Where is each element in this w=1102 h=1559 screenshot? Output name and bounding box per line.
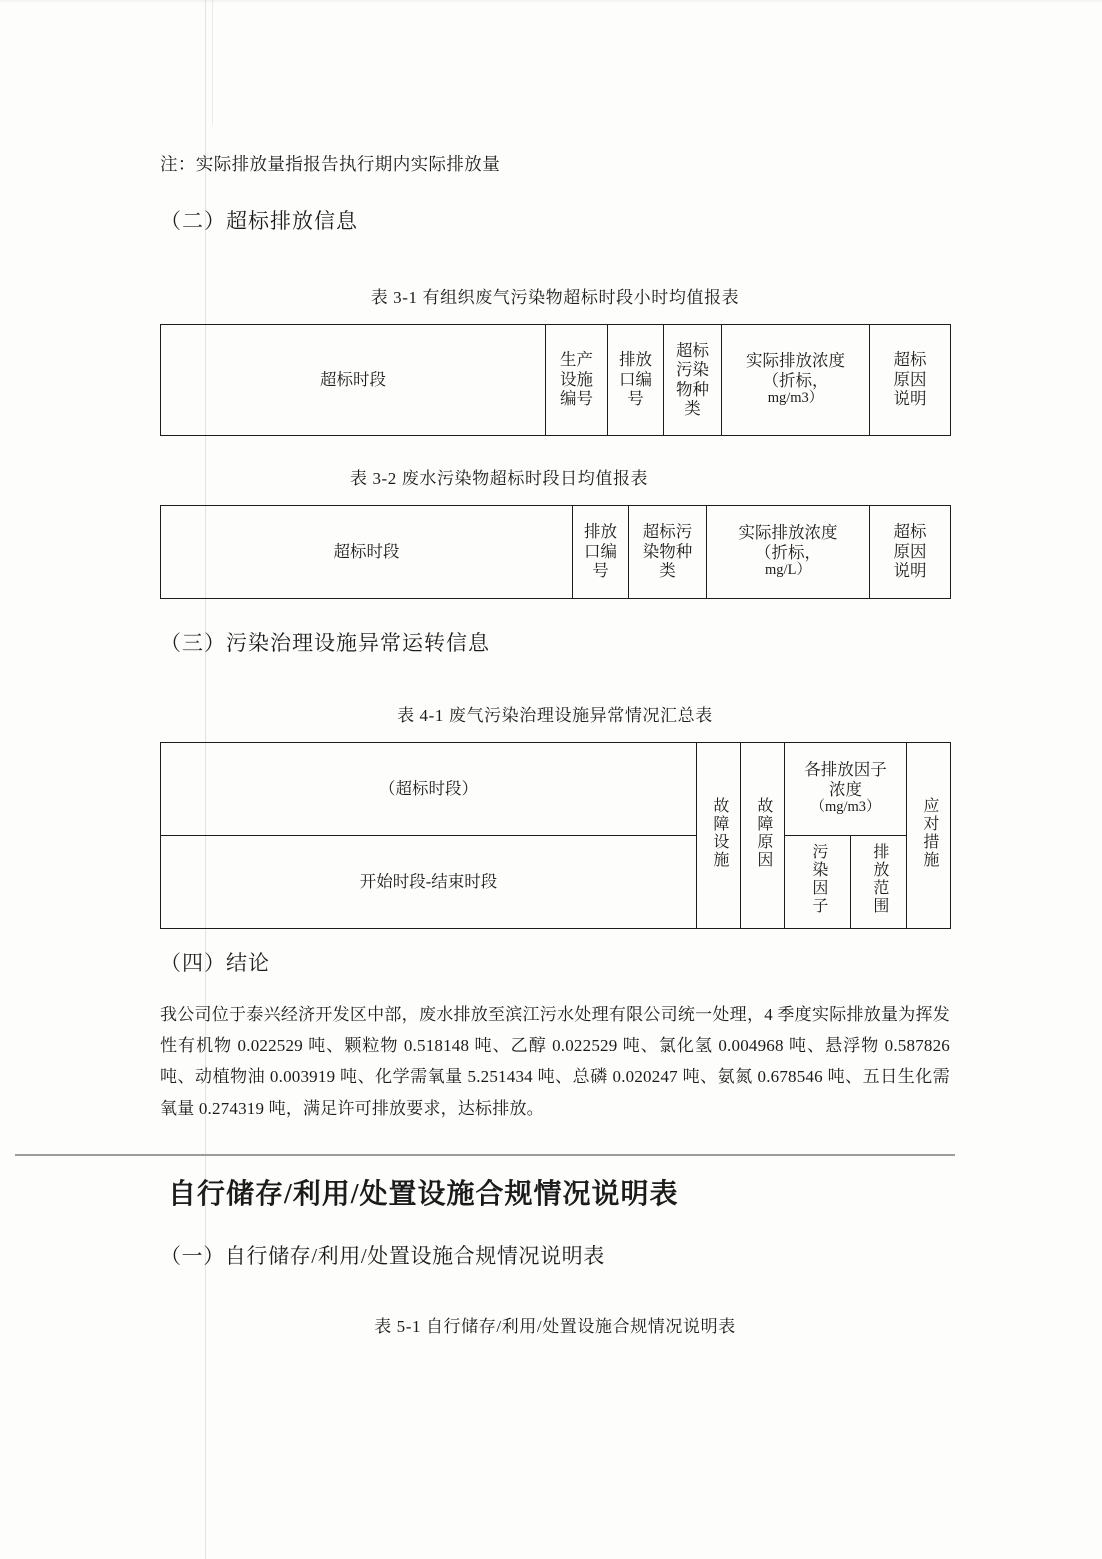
table-4-1: [160, 742, 951, 929]
cell-text: 排放: [584, 522, 617, 542]
cell-text: （超标时段）: [379, 778, 478, 798]
cell-text: 类: [659, 561, 676, 581]
header-cell-pollutant-factor: [785, 835, 851, 928]
cell-text: 污染因子: [809, 843, 827, 916]
cell-text: 排放: [619, 350, 652, 370]
section-heading-two: （二）超标排放信息: [160, 208, 358, 233]
cell-text: 实际排放浓度: [738, 523, 838, 543]
header-cell-measures: [907, 742, 951, 928]
header-cell-pollutant-type: [664, 324, 722, 435]
header-cell-period: [161, 505, 573, 598]
cell-text: 实际排放浓度: [746, 351, 845, 371]
cell-text: 编号: [560, 389, 593, 409]
header-cell-period: [161, 324, 546, 435]
header-cell-actual-concentration: [722, 324, 870, 435]
document-content: [160, 0, 950, 1537]
cell-text: 超标: [676, 340, 709, 360]
cell-text: 各排放因子: [804, 760, 887, 780]
table-row: [161, 742, 951, 835]
cell-text: 污染: [676, 360, 709, 380]
cell-text: 原因: [893, 541, 927, 561]
header-cell-period-label: [161, 742, 697, 835]
cell-text: 染物种: [642, 541, 693, 561]
cell-text: 号: [627, 389, 644, 409]
header-cell-outlet-no: [608, 324, 664, 435]
cell-text: 号: [592, 561, 609, 581]
header-cell-fault-reason: [741, 742, 785, 928]
cell-text: 故障设施: [710, 796, 728, 869]
header-cell-actual-concentration: [707, 505, 870, 598]
table-3-1: [160, 324, 951, 436]
cell-text: 口编: [619, 369, 652, 389]
bottom-spacer: [160, 1337, 950, 1537]
table-row: [161, 505, 951, 598]
cell-text: 应对措施: [920, 796, 938, 869]
cell-text: 超标时段: [333, 541, 400, 561]
section-heading-three: （三）污染治理设施异常运转信息: [160, 630, 490, 655]
cell-text: 物种: [676, 379, 709, 399]
cell-text: 开始时段-结束时段: [359, 871, 498, 891]
header-cell-pollutant-type: [629, 505, 707, 598]
note-text: 注：实际排放量指报告执行期内实际排放量: [160, 154, 501, 174]
cell-text: 超标时段: [320, 369, 386, 389]
cell-text: 原因: [893, 369, 927, 389]
cell-text: 浓度: [829, 779, 862, 799]
header-cell-reason: [870, 505, 951, 598]
cell-text: 说明: [893, 561, 927, 581]
table-4-1-caption: 表 4-1 废气污染治理设施异常情况汇总表: [397, 705, 713, 725]
section-heading-five: （一）自行储存/利用/处置设施合规情况说明表: [160, 1244, 605, 1269]
cell-text: 排放范围: [870, 843, 888, 916]
cell-text: 生产: [560, 350, 593, 370]
cell-text: （mg/m3）: [810, 799, 881, 816]
header-cell-emission-range: [851, 835, 907, 928]
table-5-1-caption: 表 5-1 自行储存/利用/处置设施合规情况说明表: [374, 1317, 736, 1337]
cell-text: 类: [684, 398, 701, 418]
cell-text: （折标，: [755, 542, 821, 562]
header-cell-factor-concentration: [785, 742, 907, 835]
header-cell-outlet-no: [573, 505, 629, 598]
header-cell-fault-facility: [697, 742, 741, 928]
table-row: [161, 835, 951, 928]
table-3-2-caption: 表 3-2 废水污染物超标时段日均值报表: [350, 468, 649, 488]
cell-text: 设施: [560, 369, 593, 389]
header-cell-reason: [870, 324, 951, 435]
cell-text: mg/m3）: [767, 390, 824, 407]
cell-text: 超标: [893, 350, 927, 370]
cell-text: 超标污: [642, 522, 693, 542]
data-cell-period-range: [161, 835, 697, 928]
cell-text: 故障原因: [754, 796, 772, 869]
table-3-2: [160, 505, 951, 599]
cell-text: （折标，: [762, 370, 829, 390]
cell-text: mg/L）: [765, 562, 811, 579]
page-title: 自行储存/利用/处置设施合规情况说明表: [168, 1179, 679, 1211]
section-divider: [15, 1154, 955, 1156]
conclusion-paragraph: 我公司位于泰兴经济开发区中部，废水排放至滨江污水处理有限公司统一处理，4 季度实际排放量为挥发性有机物 0.022529 吨、颗粒物 0.518148 吨、乙醇 0.022529 吨、氯化氢 0.004968 吨、悬浮物 0.587826 吨、动植物油 0.003919 吨、化学需氧量 5.251434 吨、总磷 0.020247 吨、氨氮 0.678546 吨、五日生化需氧量 0.274319 吨，满足许可排放要求，达标排放。: [160, 1004, 950, 1118]
table-row: [161, 324, 951, 435]
cell-text: 说明: [893, 389, 927, 409]
cell-text: 口编: [584, 541, 617, 561]
header-cell-facility-no: [546, 324, 608, 435]
table-3-1-caption: 表 3-1 有组织废气污染物超标时段小时均值报表: [370, 287, 740, 307]
section-heading-four: （四）结论: [160, 950, 270, 975]
cell-text: 超标: [893, 522, 927, 542]
